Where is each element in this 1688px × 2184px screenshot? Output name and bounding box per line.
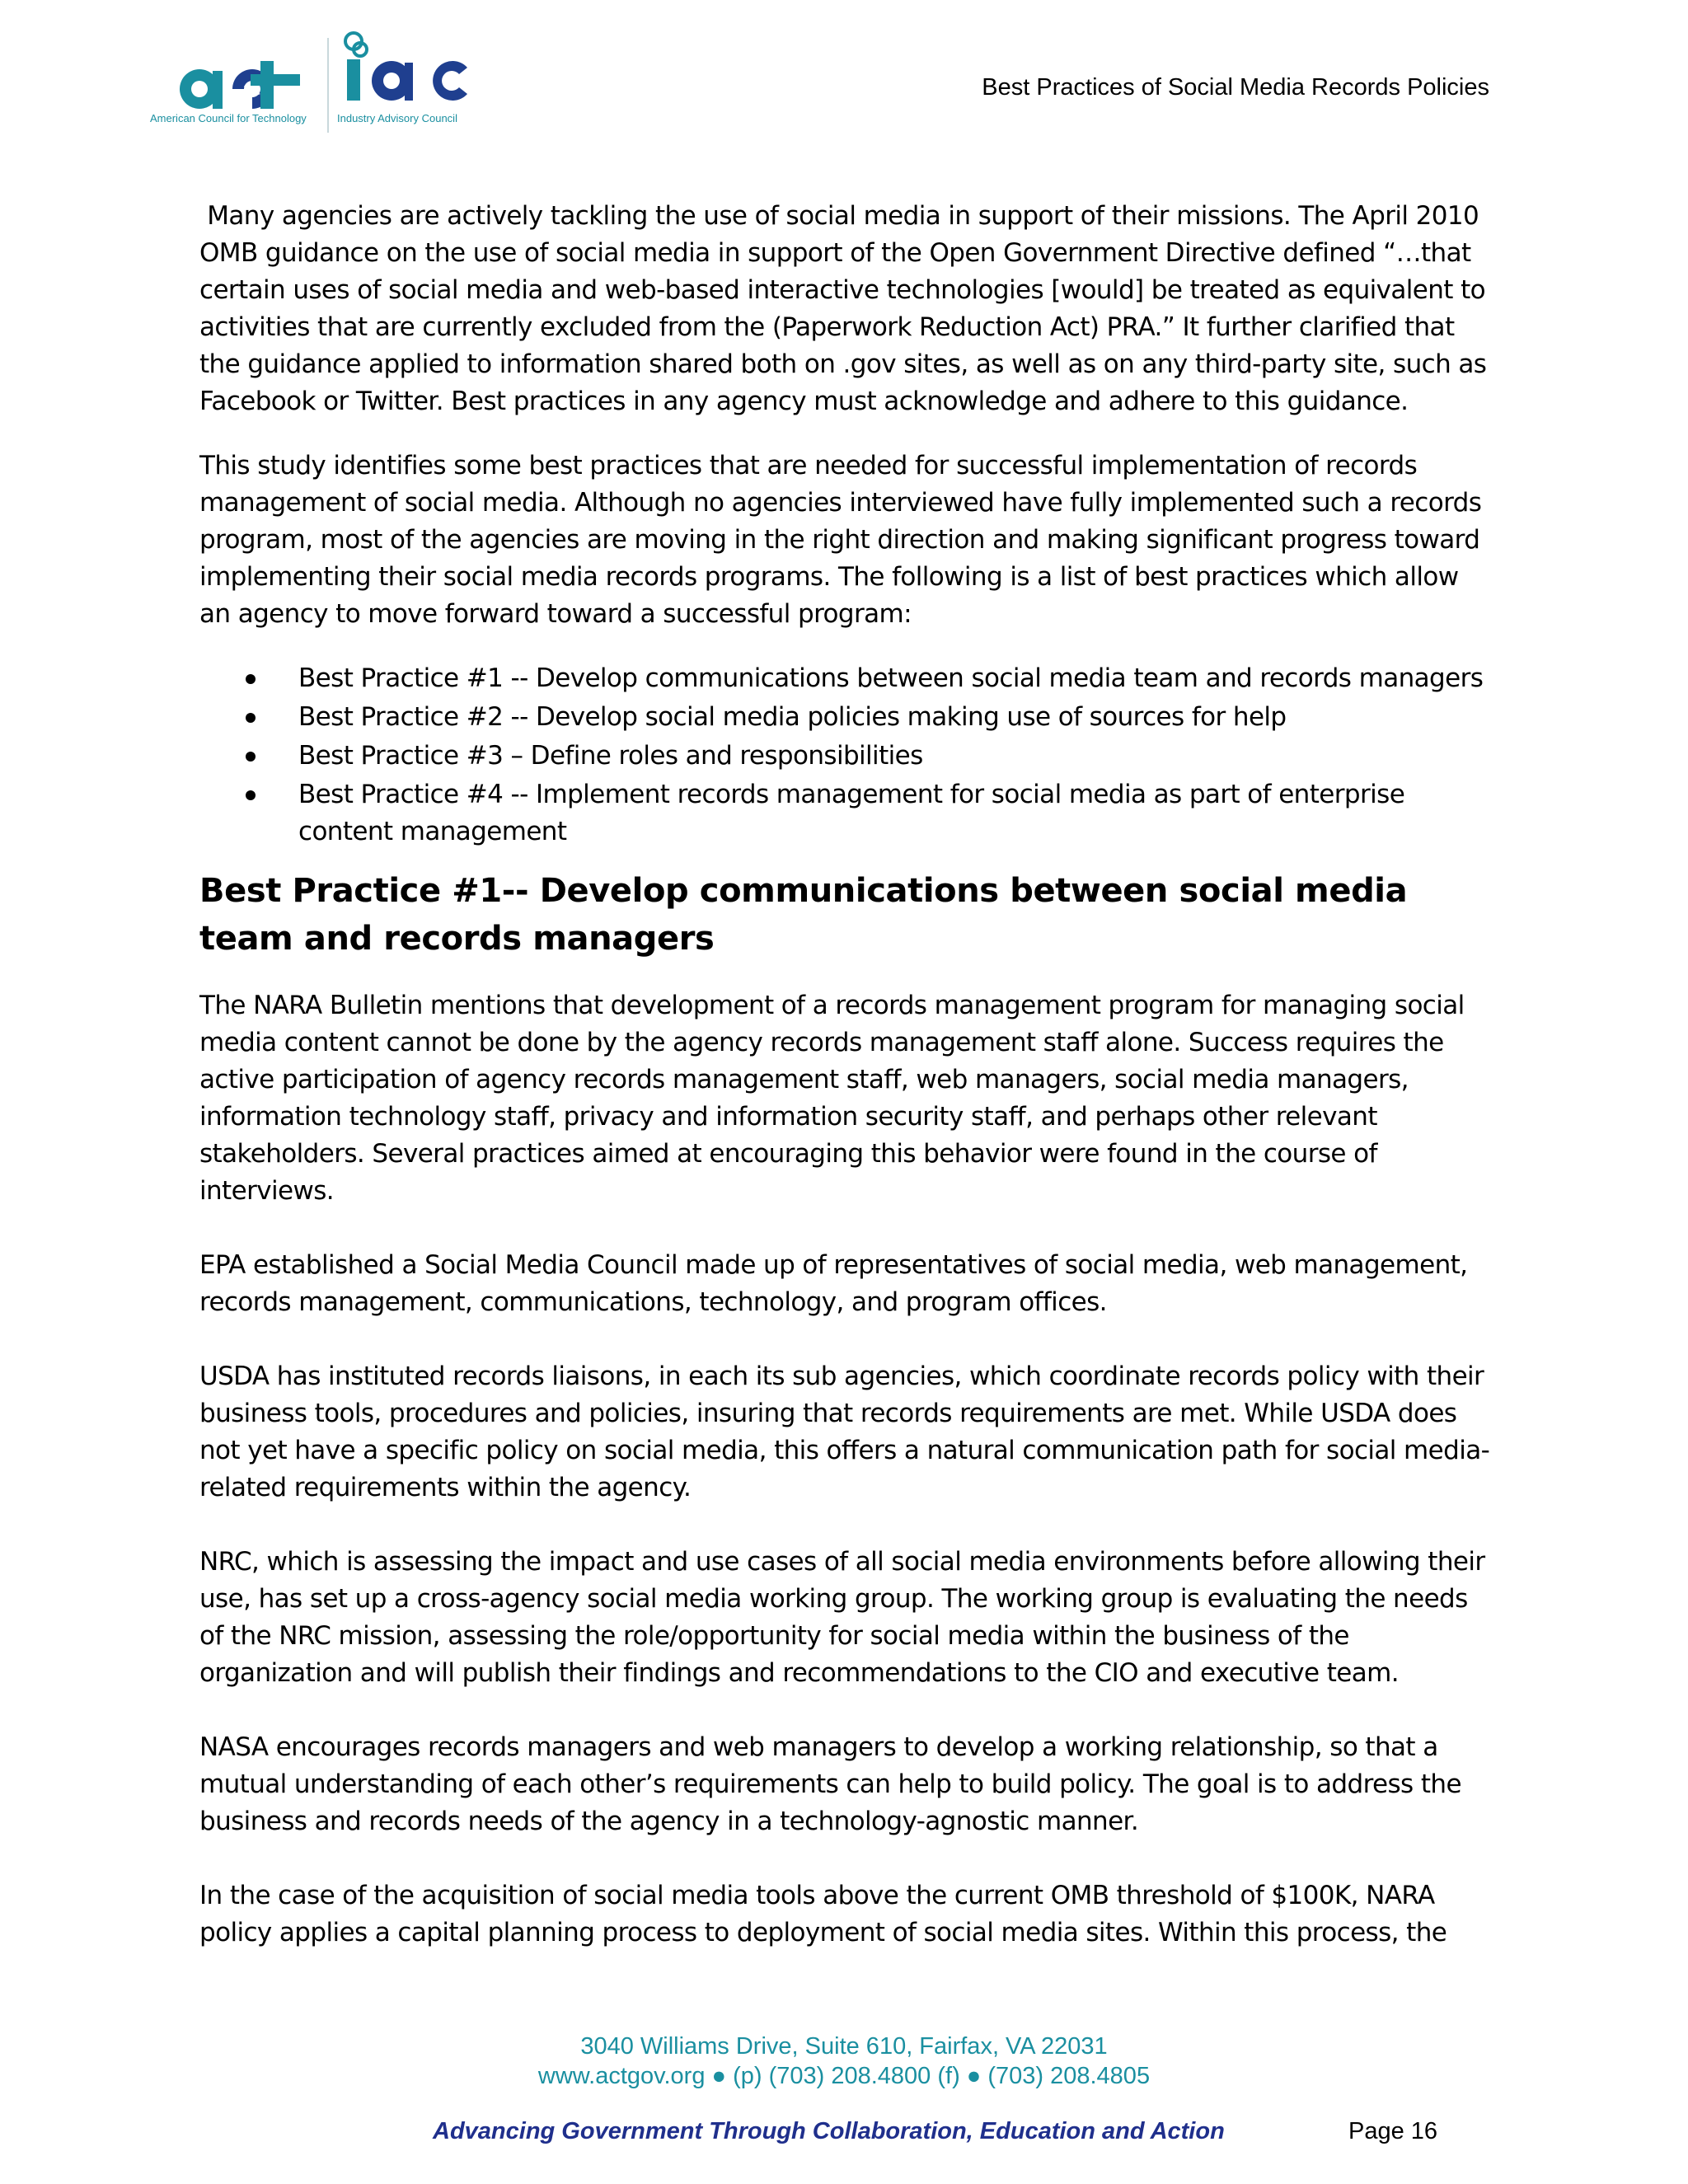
footer-contact-line: www.actgov.org ● (p) (703) 208.4800 (f) ● (703) 208.4805 [537, 2063, 1151, 2089]
bullet-icon [246, 674, 256, 684]
document-title: Best Practices of Social Media Records Policies [982, 74, 1489, 101]
list-item [199, 699, 1493, 736]
best-practices-list [199, 660, 1493, 851]
body-paragraph: NASA encourages records managers and web managers to develop a working relationship, so that a mutual understanding of each other’s requirements can help to build policy. The goal is to address the business and records needs of the agency in a technology-agnostic manner. [199, 1732, 1461, 1836]
footer-slogan: Advancing Government Through Collaboration, Education and Action [433, 2118, 1225, 2144]
list-item [199, 776, 1493, 851]
bullet-icon [246, 790, 256, 800]
act-logo [150, 30, 315, 137]
bullet-icon [246, 713, 256, 723]
iac-logo-mark [335, 30, 480, 112]
footer-address-line: 3040 Williams Drive, Suite 610, Fairfax, VA 22031 [580, 2033, 1108, 2060]
act-logo-caption: American Council for Technology [150, 112, 307, 124]
intro-paragraph: Many agencies are actively tackling the use of social media in support of their missions. The April 2010 OMB guidance on the use of social media in support of the Open Government Directive defined “…that certain uses of social media and web-based interactive technologies [would] be treated as equivalent to activities that are currently excluded from the (Paperwork Reduction Act) PRA.” It further clarified that the guidance applied to information shared both on .gov sites, as well as on any third-party site, such as Facebook or Twitter. Best practices in any agency must acknowledge and adhere to this guidance. [199, 201, 1494, 416]
footer-contact [0, 2032, 1688, 2091]
list-item-text: Best Practice #3 – Define roles and responsibilities [298, 741, 923, 771]
section-heading: Best Practice #1-- Develop communications between social media team and records managers [199, 872, 1408, 958]
organization-logos [150, 30, 480, 137]
list-item-text: Best Practice #2 -- Develop social media policies making use of sources for help [298, 702, 1287, 732]
body-paragraph: USDA has instituted records liaisons, in each its sub agencies, which coordinate records policy with their business tools, procedures and policies, insuring that records requirements are met. While USDA does not yet have a specific policy on social media, this offers a natural communication path for social media-related requirements within the agency. [199, 1361, 1490, 1502]
act-logo-mark [175, 53, 315, 119]
iac-logo [335, 30, 484, 137]
page-content [199, 198, 1493, 1979]
intro-paragraph: This study identifies some best practices that are needed for successful implementation of records management of social media. Although no agencies interviewed have fully implemented such a records program, most of the agencies are moving in the right direction and making significant progress toward implementing their social media records programs. The following is a list of best practices which allow an agency to move forward toward a successful program: [199, 451, 1482, 629]
page-header [0, 0, 1688, 148]
list-item [199, 738, 1493, 775]
body-paragraph: The NARA Bulletin mentions that development of a records management program for managing social media content cannot be done by the agency records management staff alone. Success requires the active participation of agency records management staff, web managers, social media managers, information technology staff, privacy and information security staff, and perhaps other relevant stakeholders. Several practices aimed at encouraging this behavior were found in the course of interviews. [199, 991, 1465, 1206]
body-paragraph: EPA established a Social Media Council made up of representatives of social media, web management, records management, communications, technology, and program offices. [199, 1250, 1468, 1317]
bullet-icon [246, 752, 256, 762]
page-number: Page 16 [1348, 2118, 1438, 2144]
list-item-text: Best Practice #1 -- Develop communications between social media team and records managers [298, 663, 1484, 693]
logo-divider [327, 38, 329, 133]
body-paragraph: NRC, which is assessing the impact and use cases of all social media environments before allowing their use, has set up a cross-agency social media working group. The working group is evaluating the needs of the NRC mission, assessing the role/opportunity for social media within the business of the organization and will publish their findings and recommendations to the CIO and executive team. [199, 1547, 1485, 1688]
list-item [199, 660, 1493, 697]
list-item-text: Best Practice #4 -- Implement records management for social media as part of enterprise content management [298, 780, 1405, 846]
body-paragraph: In the case of the acquisition of social media tools above the current OMB threshold of $100K, NARA policy applies a capital planning process to deployment of social media sites. Within this process, the [199, 1881, 1447, 1947]
iac-logo-caption: Industry Advisory Council [337, 112, 457, 124]
